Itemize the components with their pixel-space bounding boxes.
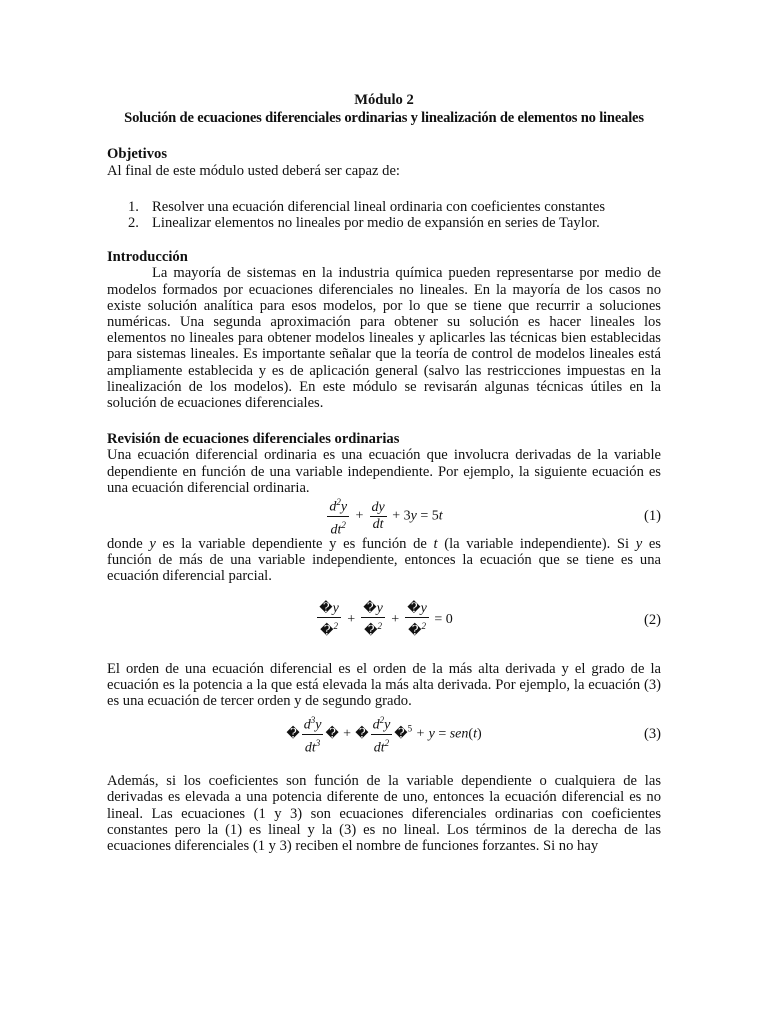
- order-paragraph: El orden de una ecuación diferencial es el orden de la más alta derivada y el grado de la ecuación es la potencia a la que está elevada la más alta derivada. Por ejemplo, la ecuación (3) es una ecuación de tercer orden y de segundo grado.: [107, 660, 661, 710]
- equation-3: [107, 709, 661, 759]
- review-paragraph-2: donde y es la variable dependiente y es función de t (la variable independiente). Si y es función de más de una variable independiente, entonces la ecuación que se tiene es una ecuación diferencial parcial.: [107, 536, 661, 585]
- objectives-intro: Al final de este módulo usted deberá ser capaz de:: [107, 162, 400, 179]
- equation-1-formula: $\frac{d^2y}{dt^2}$ + $\frac{dy}{dt}$ + 3y = 5t: [107, 494, 661, 538]
- page-content: [107, 92, 661, 854]
- introduction-paragraph: La mayoría de sistemas en la industria química pueden representarse por medio de modelos formados por ecuaciones diferenciales no lineales. En la mayoría de los casos no existe solución analítica para esos modelos, por lo que se tiene que recurrir a soluciones numéricas. Una segunda aproximación para obtener su solución es hacer lineales los elementos no lineales para obtener modelos lineales y aplicarles las técnicas bien establecidas para sistemas lineales. Es importante señalar que la teoría de control de modelos lineales está ampliamente establecida y es de aplicación general (salvo las restricciones impuestas en la linealización de los modelos). En este módulo se revisarán algunas técnicas útiles en la solución de ecuaciones diferenciales.: [107, 265, 661, 412]
- list-item: 2. Linealizar elementos no lineales por medio de expansión en series de Taylor.: [128, 215, 600, 232]
- nonlinear-paragraph: Además, si los coeficientes son función de la variable dependiente o cualquiera de las derivadas es elevada a una potencia diferente de uno, entonces la ecuación diferencial es no lineal. Las ecuaciones (1 y 3) son ecuaciones diferenciales ordinarias con coeficientes constantes pero la (1) es lineal y la (3) es no lineal. Los términos de la derecha de las ecuaciones diferenciales (1 y 3) reciben el nombre de funciones forzantes. Si no hay: [107, 773, 661, 855]
- list-item: 1. Resolver una ecuación diferencial lineal ordinaria con coeficientes constantes: [128, 198, 606, 215]
- equation-2-number: (2): [643, 611, 661, 628]
- equation-3-number: (3): [643, 726, 661, 743]
- module-title: Módulo 2: [354, 92, 414, 108]
- review-paragraph-1: Una ecuación diferencial ordinaria es una ecuación que involucra derivadas de la variable dependiente en función de una variable independiente. Por ejemplo, la siguiente ecuación es una ecuación diferencial ordinaria.: [107, 447, 661, 496]
- review-heading: Revisión de ecuaciones diferenciales ordinarias: [107, 431, 400, 448]
- equation-2: [107, 585, 661, 655]
- equation-1-number: (1): [643, 507, 661, 524]
- module-subtitle: Solución de ecuaciones diferenciales ordinarias y linealización de elementos no lineales: [124, 110, 644, 127]
- equation-2-formula: $\frac{�y}{�^2}$ + $\frac{�y}{�^2}$ + $\frac{�y}{�^2}$ = 0: [319, 599, 453, 638]
- equation-3-formula: � $\frac{d^3y}{dt^3}$ � + � $\frac{d^2y}{dt^2}$ �$^5$ + y = sen(t): [107, 712, 661, 756]
- objectives-heading: Objetivos: [107, 146, 167, 163]
- equation-1: [107, 496, 661, 536]
- introduction-heading: Introducción: [107, 249, 188, 266]
- objectives-list: [107, 199, 661, 231]
